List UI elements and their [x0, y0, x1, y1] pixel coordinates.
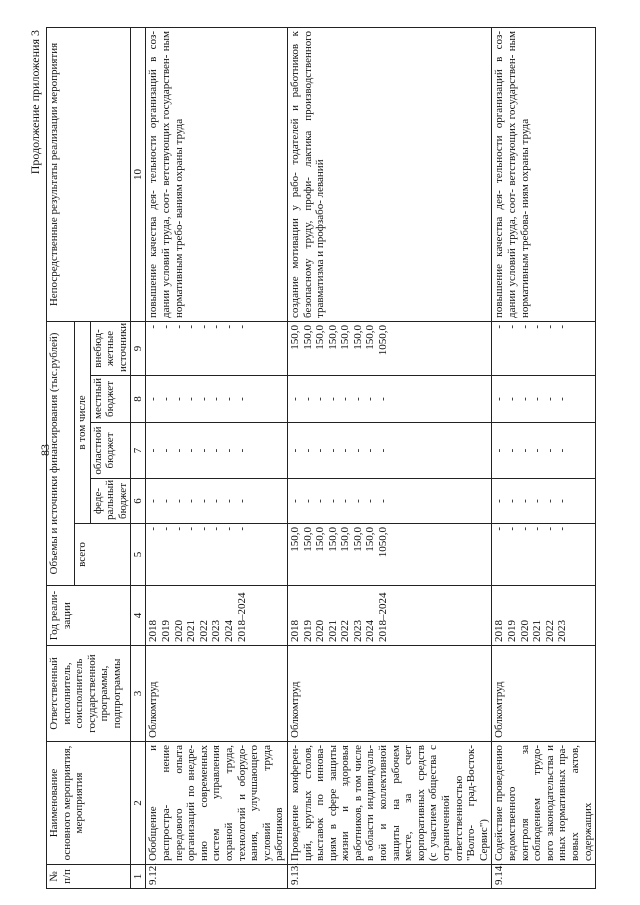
cell-value: -: [172, 324, 185, 329]
cell-value: 150,0: [314, 527, 327, 552]
cell-value: 2020: [172, 620, 185, 642]
cell-value: 150,0: [351, 527, 364, 552]
column-number: 2: [131, 742, 146, 865]
cell-value: -: [493, 324, 506, 329]
cell-value: -: [172, 527, 185, 531]
cell-value: -: [147, 324, 160, 329]
appendix-caption: Продолжение приложения 3: [28, 30, 42, 175]
cell-value: -: [518, 448, 531, 453]
cell-value: 2022: [339, 620, 352, 642]
cell-value: 2020: [518, 620, 531, 642]
cell-value: -: [301, 397, 314, 401]
row-total: [492, 524, 596, 586]
cell-value: -: [493, 499, 506, 503]
cell-value: -: [543, 499, 556, 503]
row-number: 9.12.: [146, 865, 288, 889]
cell-value: -: [222, 324, 235, 329]
cell-value: 2023: [351, 620, 364, 642]
cell-value: -: [493, 527, 506, 531]
cell-value: 2023: [556, 620, 569, 642]
cell-value: -: [518, 527, 531, 531]
cell-value: -: [159, 527, 172, 531]
cell-value: 2024: [364, 620, 377, 642]
cell-value: -: [377, 448, 390, 453]
column-number: 10: [131, 27, 146, 321]
cell-value: -: [147, 448, 160, 453]
cell-value: 1050,0: [377, 324, 390, 356]
cell-value: 1050,0: [377, 527, 390, 558]
cell-value: 2022: [543, 620, 556, 642]
column-number: 6: [131, 479, 146, 524]
cell-value: -: [185, 527, 198, 531]
cell-value: -: [351, 448, 364, 453]
cell-value: 150,0: [301, 527, 314, 552]
cell-value: -: [543, 324, 556, 329]
column-number: 4: [131, 586, 146, 646]
cell-value: -: [222, 448, 235, 453]
header-including: в том числе: [75, 321, 91, 523]
cell-value: -: [210, 324, 223, 329]
cell-value: -: [556, 448, 569, 453]
cell-value: -: [339, 448, 352, 453]
row-total: [287, 524, 492, 586]
cell-value: -: [531, 499, 544, 503]
cell-value: -: [210, 397, 223, 401]
header-regional: областной бюджет: [90, 423, 131, 479]
cell-value: 2018: [493, 620, 506, 642]
table-row: [492, 27, 596, 888]
row-offbudget: [492, 321, 596, 375]
cell-value: -: [351, 397, 364, 401]
cell-value: -: [506, 499, 518, 503]
cell-value: 2019: [506, 620, 518, 642]
cell-value: -: [518, 324, 531, 329]
row-federal: [287, 479, 492, 524]
table-header: [47, 27, 146, 888]
cell-value: -: [210, 448, 223, 453]
cell-value: -: [364, 499, 377, 503]
cell-value: -: [314, 397, 327, 401]
cell-value: -: [493, 397, 506, 401]
cell-value: -: [222, 527, 235, 531]
cell-value: -: [339, 397, 352, 401]
cell-value: -: [518, 397, 531, 401]
cell-value: -: [543, 527, 556, 531]
cell-value: 2020: [314, 620, 327, 642]
cell-value: -: [288, 499, 301, 503]
header-name: Наименование основного мероприятия, мероприятия: [47, 742, 131, 865]
cell-value: -: [531, 324, 544, 329]
cell-value: 2019: [159, 620, 172, 642]
cell-value: -: [210, 527, 223, 531]
cell-value: -: [364, 397, 377, 401]
row-local: [146, 376, 288, 423]
cell-value: -: [197, 448, 210, 453]
cell-value: -: [506, 527, 518, 531]
row-total: [146, 524, 288, 586]
table-row: [146, 27, 288, 888]
cell-value: -: [235, 499, 248, 503]
cell-value: 2021: [185, 620, 198, 642]
cell-value: -: [288, 448, 301, 453]
row-name: Проведение конферен- ций, круглых столов, выставок по иннова- циям в сфере защиты жизни и здоровья работников, в том числе в области индивидуаль- ной и коллективной защиты на рабочем месте, за счет корпоративных средств (с участием общества с ограниченной ответственностью "Волго- град-Восток-Сервис"): [287, 742, 492, 865]
header-offbudget: внебюд- жетные источники: [90, 321, 131, 375]
row-executor: Облкомтруд: [492, 646, 596, 742]
cell-value: -: [493, 448, 506, 453]
cell-value: -: [556, 397, 569, 401]
cell-value: -: [172, 397, 185, 401]
header-local: местный бюджет: [90, 376, 131, 423]
cell-value: -: [326, 448, 339, 453]
cell-value: 2021: [531, 620, 544, 642]
cell-value: -: [235, 324, 248, 329]
row-years: [146, 586, 288, 646]
cell-value: -: [351, 499, 364, 503]
cell-value: -: [518, 499, 531, 503]
cell-value: 2018: [288, 620, 301, 642]
cell-value: 150,0: [326, 527, 339, 552]
row-years: [492, 586, 596, 646]
cell-value: -: [147, 397, 160, 401]
header-result: Непосредственные результаты реализации мероприятия: [47, 27, 131, 321]
page-number: 83: [38, 444, 52, 456]
cell-value: -: [556, 324, 569, 329]
cell-value: 2024: [222, 620, 235, 642]
cell-value: -: [506, 448, 518, 453]
row-result: создание мотивации у рабо- тодателей и работников к безопасному труду, профи- лактика производственного травматизма и профзабо- леваний: [287, 27, 492, 321]
row-federal: [146, 479, 288, 524]
cell-value: 2022: [197, 620, 210, 642]
cell-value: -: [197, 499, 210, 503]
row-executor: Облкомтруд: [146, 646, 288, 742]
cell-value: -: [506, 397, 518, 401]
cell-value: -: [172, 499, 185, 503]
cell-value: -: [172, 448, 185, 453]
cell-value: -: [197, 324, 210, 329]
cell-value: -: [147, 527, 160, 531]
cell-value: -: [531, 397, 544, 401]
cell-value: -: [301, 448, 314, 453]
cell-value: -: [197, 397, 210, 401]
row-regional: [287, 423, 492, 479]
row-name: Содействие проведению ведомственного контроля за соблюдением трудо- вого законодательства и иных нормативных пра- вовых актов, содержащих: [492, 742, 596, 865]
cell-value: -: [531, 448, 544, 453]
cell-value: 2023: [210, 620, 223, 642]
row-local: [287, 376, 492, 423]
cell-value: 150,0: [339, 324, 352, 350]
cell-value: -: [185, 397, 198, 401]
cell-value: -: [235, 527, 248, 531]
cell-value: -: [159, 448, 172, 453]
cell-value: -: [543, 397, 556, 401]
cell-value: -: [364, 448, 377, 453]
row-result: повышение качества дея- тельности организаций в соз- дании условий труда, соот- ветствующих государствен- ным нормативным требо- ваниям охраны труда: [146, 27, 288, 321]
header-executor: Ответственный исполнитель, соисполнитель государственной программы, подпрограммы: [47, 646, 131, 742]
cell-value: 150,0: [301, 324, 314, 350]
cell-value: -: [147, 499, 160, 503]
cell-value: -: [235, 397, 248, 401]
row-executor: Облкомтруд: [287, 646, 492, 742]
column-number: 7: [131, 423, 146, 479]
cell-value: -: [288, 397, 301, 401]
cell-value: -: [326, 397, 339, 401]
header-num: № п/п: [47, 865, 131, 889]
column-number: 1: [131, 865, 146, 889]
row-name: Обобщение и распростра- нение передового опыта организаций по внедре- нию современных систем управления охраной труда, технологий и оборудо- вания, улучшающего условий труда работников: [146, 742, 288, 865]
cell-value: -: [556, 499, 569, 503]
cell-value: -: [197, 527, 210, 531]
cell-value: -: [339, 499, 352, 503]
cell-value: -: [314, 499, 327, 503]
row-local: [492, 376, 596, 423]
row-regional: [146, 423, 288, 479]
cell-value: 150,0: [314, 324, 327, 350]
cell-value: -: [185, 499, 198, 503]
table-row: [287, 27, 492, 888]
cell-value: -: [222, 499, 235, 503]
column-number: 5: [131, 524, 146, 586]
cell-value: 150,0: [339, 527, 352, 552]
cell-value: -: [301, 499, 314, 503]
cell-value: -: [377, 397, 390, 401]
row-number: 9.14.: [492, 865, 596, 889]
column-number: 3: [131, 646, 146, 742]
row-years: [287, 586, 492, 646]
row-result: повышение качества дея- тельности организаций в соз- дании условий труда, соот- ветствующих государствен- ным нормативным требова- ниям охраны труда: [492, 27, 596, 321]
row-number: 9.13.: [287, 865, 492, 889]
cell-value: -: [556, 527, 569, 531]
cell-value: 150,0: [351, 324, 364, 350]
row-offbudget: [287, 321, 492, 375]
cell-value: 2018: [147, 620, 160, 642]
cell-value: 2018–2024: [235, 592, 248, 642]
cell-value: -: [222, 397, 235, 401]
cell-value: -: [314, 448, 327, 453]
row-offbudget: [146, 321, 288, 375]
cell-value: -: [531, 527, 544, 531]
cell-value: 2021: [326, 620, 339, 642]
row-federal: [492, 479, 596, 524]
cell-value: -: [185, 324, 198, 329]
cell-value: -: [326, 499, 339, 503]
cell-value: -: [159, 397, 172, 401]
header-year: Год реали- зации: [47, 586, 131, 646]
cell-value: -: [543, 448, 556, 453]
cell-value: -: [377, 499, 390, 503]
cell-value: 2019: [301, 620, 314, 642]
financing-table: [46, 27, 596, 889]
cell-value: 150,0: [364, 527, 377, 552]
cell-value: -: [159, 499, 172, 503]
cell-value: -: [210, 499, 223, 503]
cell-value: 150,0: [288, 324, 301, 350]
cell-value: -: [506, 324, 518, 329]
row-regional: [492, 423, 596, 479]
cell-value: 150,0: [288, 527, 301, 552]
header-federal: феде- ральный бюджет: [90, 479, 131, 524]
cell-value: 2018–2024: [377, 592, 390, 642]
column-number: 8: [131, 376, 146, 423]
column-number: 9: [131, 321, 146, 375]
cell-value: -: [235, 448, 248, 453]
cell-value: -: [185, 448, 198, 453]
cell-value: 150,0: [326, 324, 339, 350]
header-total: всего: [75, 524, 131, 586]
header-funding: Объемы и источники финансирования (тыс.рублей): [47, 321, 75, 585]
cell-value: -: [159, 324, 172, 329]
cell-value: 150,0: [364, 324, 377, 350]
